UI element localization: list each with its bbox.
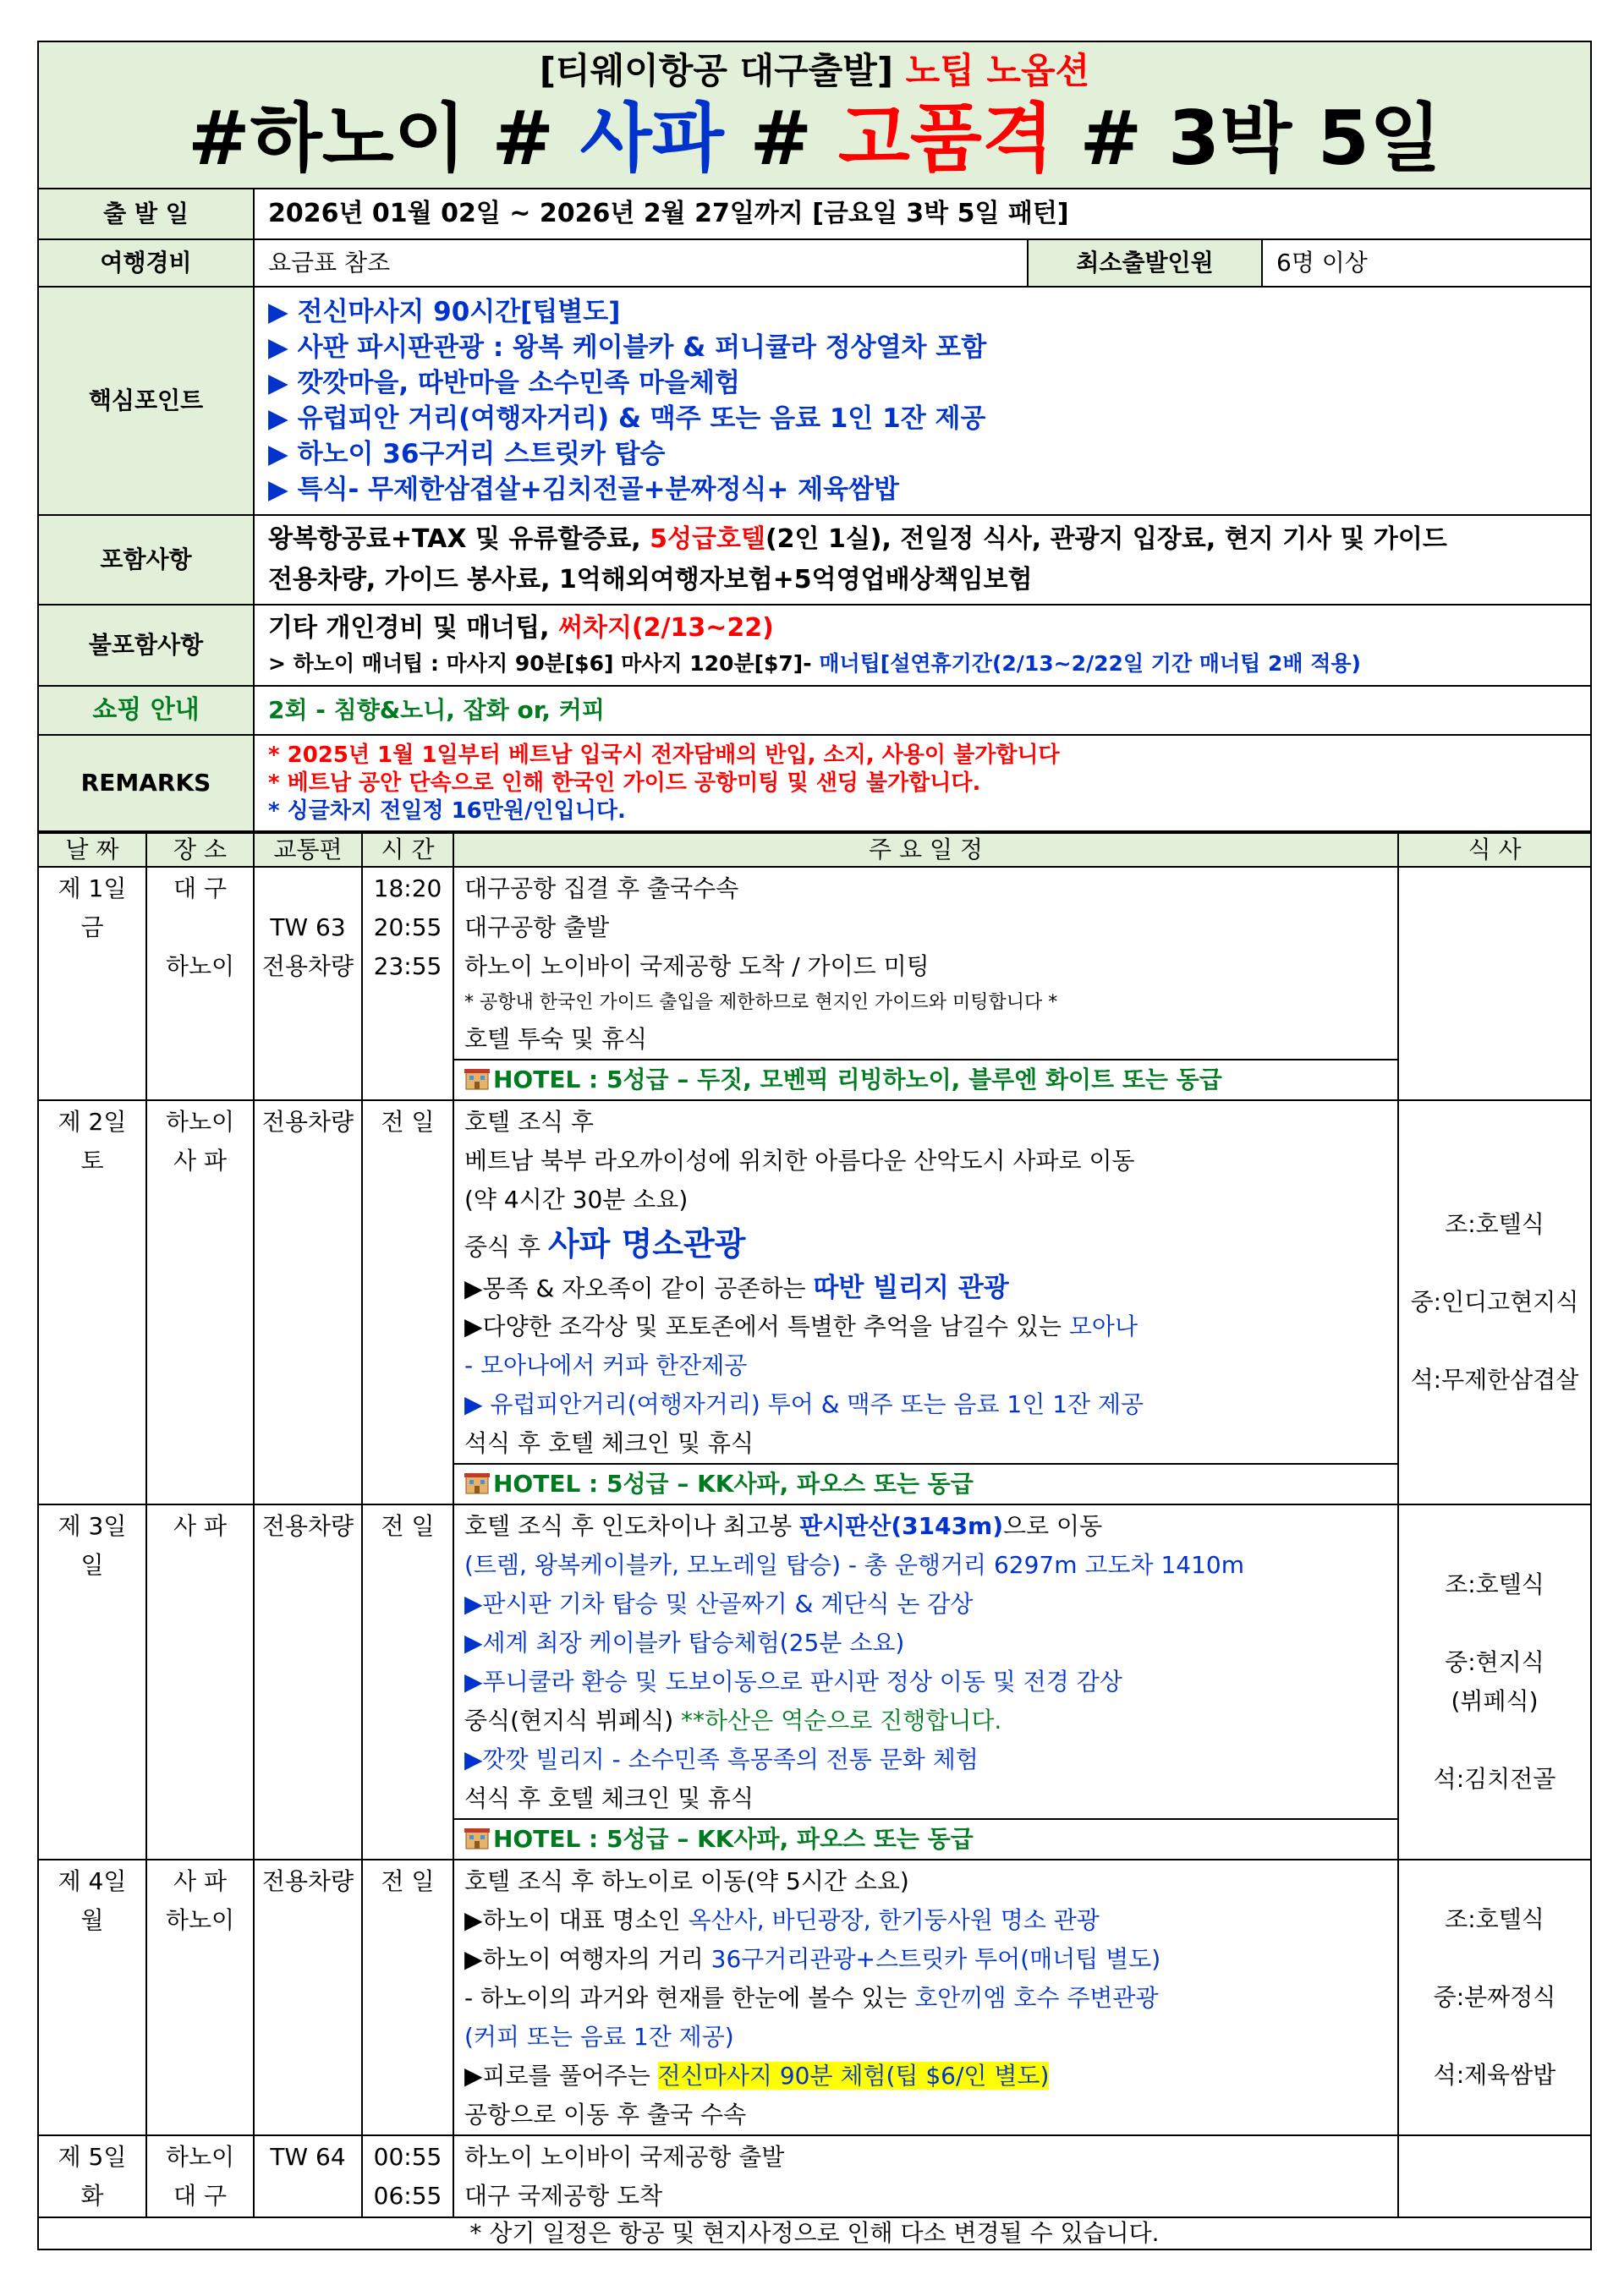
excluded-label: 불포함사항 xyxy=(38,605,254,686)
schedule-cell: 하노이 노이바이 국제공항 출발 대구 국제공항 도착 xyxy=(453,2135,1398,2217)
transport-cell: 전용차량 xyxy=(254,1504,362,1860)
transport-cell: 전용차량 xyxy=(254,1860,362,2135)
col-header-transport: 교통편 xyxy=(254,833,362,867)
hotel-icon xyxy=(464,1067,490,1091)
day-cell: 제 4일 월 xyxy=(38,1860,146,2135)
title-line-1: [티웨이항공 대구출발] 노팁 노옵션 xyxy=(539,50,1090,91)
place-cell: 하노이 대 구 xyxy=(146,2135,254,2217)
day-row xyxy=(38,1100,1591,1504)
time-cell: 전 일 xyxy=(362,1860,453,2135)
meal-cell: 조:호텔식 중:현지식 (뷔페식) 석:김치전골 xyxy=(1398,1504,1591,1860)
col-header-time: 시 간 xyxy=(362,833,453,867)
place-cell: 하노이 사 파 xyxy=(146,1100,254,1504)
remarks-label: REMARKS xyxy=(38,735,254,831)
col-header-schedule: 주 요 일 정 xyxy=(453,833,1398,867)
day-row xyxy=(38,1860,1591,2135)
remarks-list xyxy=(254,735,1591,831)
remark-item: * 2025년 1월 1일부터 베트남 입국시 전자담배의 반입, 소지, 사용이 불가합니다 xyxy=(268,742,1060,768)
place-cell: 사 파 xyxy=(146,1504,254,1860)
cost-label: 여행경비 xyxy=(38,239,254,287)
place-cell: 사 파 하노이 xyxy=(146,1860,254,2135)
transport-cell: 전용차량 xyxy=(254,1100,362,1504)
title-header xyxy=(38,41,1591,189)
remark-item: * 싱글차지 전일정 16만원/인입니다. xyxy=(268,797,626,824)
included-label: 포함사항 xyxy=(38,515,254,605)
hotel-info: HOTEL : 5성급 – KK사파, 파오스 또는 동급 xyxy=(454,1463,1397,1504)
hotel-info: HOTEL : 5성급 – KK사파, 파오스 또는 동급 xyxy=(454,1818,1397,1859)
schedule-cell: 호텔 조식 후 하노이로 이동(약 5시간 소요) ▶하노이 대표 명소인 옥산사, 바딘광장, 한기둥사원 명소 관광 ▶하노이 여행자의 거리 36구거리관광+스트릿카 투어(매너팁 별도) - 하노이의 과거와 현재를 한눈에 볼수 있는 호안끼엠 호수 주변관광 (커피 또는 음료 1잔 제공) ▶피로를 풀어주는 전신마사지 90분 체험(팁 $6/인 별도) 공항으로 이동 후 출국 수속 xyxy=(453,1860,1398,2135)
day-row xyxy=(38,867,1591,1100)
day-cell: 제 1일 금 xyxy=(38,867,146,1100)
meal-cell: 조:호텔식 중:인디고현지식 석:무제한삼겹살 xyxy=(1398,1100,1591,1504)
day-row xyxy=(38,2135,1591,2217)
shopping-label: 쇼핑 안내 xyxy=(38,686,254,735)
point-item: ▶ 특식- 무제한삼겹살+김치전골+분짜정식+ 제육쌈밥 xyxy=(268,474,899,505)
time-cell: 전 일 xyxy=(362,1504,453,1860)
footer-note: * 상기 일정은 항공 및 현지사정으로 인해 다소 변경될 수 있습니다. xyxy=(38,2217,1591,2249)
shopping-value: 2회 - 침향&노니, 잡화 or, 커피 xyxy=(254,686,1591,735)
time-cell: 18:20 20:55 23:55 xyxy=(362,867,453,1100)
day-cell: 제 5일 화 xyxy=(38,2135,146,2217)
info-table xyxy=(37,41,1592,832)
col-header-place: 장 소 xyxy=(146,833,254,867)
departure-value: 2026년 01월 02일 ~ 2026년 2월 27일까지 [금요일 3박 5일 패턴] xyxy=(254,189,1591,239)
included-value: 왕복항공료+TAX 및 유류할증료, 5성급호텔(2인 1실), 전일정 식사, 관광지 입장료, 현지 기사 및 가이드 전용차량, 가이드 봉사료, 1억해외여행자보험+5억영업배상책임보험 xyxy=(254,515,1591,605)
point-item: ▶ 전신마사지 90시간[팁별도] xyxy=(268,297,621,327)
schedule-cell: 대구공항 집결 후 출국수속 대구공항 출발 하노이 노이바이 국제공항 도착 / 가이드 미팅 * 공항내 한국인 가이드 출입을 제한하므로 현지인 가이드와 미팅합니다 * 호텔 투숙 및 휴식 HOTEL : 5성급 – 두짓, 모벤픽 리빙하노이, 블루엔 화이트 또는 동급 xyxy=(453,867,1398,1100)
hotel-icon xyxy=(464,1827,490,1850)
point-item: ▶ 깟깟마을, 따반마을 소수민족 마을체험 xyxy=(268,368,740,398)
meal-cell xyxy=(1398,2135,1591,2217)
place-cell: 대 구 하노이 xyxy=(146,867,254,1100)
remark-item: * 베트남 공안 단속으로 인해 한국인 가이드 공항미팅 및 샌딩 불가합니다. xyxy=(268,770,981,796)
transport-cell: TW 64 xyxy=(254,2135,362,2217)
col-header-meal: 식 사 xyxy=(1398,833,1591,867)
meal-cell: 조:호텔식 중:분짜정식 석:제육쌈밥 xyxy=(1398,1860,1591,2135)
day-cell: 제 2일 토 xyxy=(38,1100,146,1504)
itinerary-sheet xyxy=(37,41,1590,2250)
itinerary-table xyxy=(37,832,1592,2250)
time-cell: 00:55 06:55 xyxy=(362,2135,453,2217)
min-value: 6명 이상 xyxy=(1262,239,1591,287)
point-item: ▶ 사판 파시판관광 : 왕복 케이블카 & 퍼니큘라 정상열차 포함 xyxy=(268,332,987,363)
min-label: 최소출발인원 xyxy=(1028,239,1262,287)
point-item: ▶ 하노이 36구거리 스트릿카 탑승 xyxy=(268,439,666,469)
hotel-icon xyxy=(464,1471,490,1495)
hotel-info: HOTEL : 5성급 – 두짓, 모벤픽 리빙하노이, 블루엔 화이트 또는 동급 xyxy=(454,1059,1397,1099)
transport-cell: TW 63 전용차량 xyxy=(254,867,362,1100)
time-cell: 전 일 xyxy=(362,1100,453,1504)
schedule-cell: 호텔 조식 후 베트남 북부 라오까이성에 위치한 아름다운 산악도시 사파로 이동 (약 4시간 30분 소요) 중식 후 사파 명소관광 ▶몽족 & 자오족이 같이 공존하는 따반 빌리지 관광 ▶다양한 조각상 및 포토존에서 특별한 추억을 남길수 있는 모아나 - 모아나에서 커파 한잔제공 ▶ 유럽피안거리(여행자거리) 투어 & 맥주 또는 음료 1인 1잔 제공 석식 후 호텔 체크인 및 휴식 HOTEL : 5성급 – KK사파, 파오스 또는 동급 xyxy=(453,1100,1398,1504)
points-label: 핵심포인트 xyxy=(38,287,254,515)
point-item: ▶ 유럽피안 거리(여행자거리) & 맥주 또는 음료 1인 1잔 제공 xyxy=(268,403,986,434)
cost-value: 요금표 참조 xyxy=(254,239,1028,287)
day-cell: 제 3일 일 xyxy=(38,1504,146,1860)
day-row xyxy=(38,1504,1591,1860)
meal-cell xyxy=(1398,867,1591,1100)
schedule-cell: 호텔 조식 후 인도차이나 최고봉 판시판산(3143m)으로 이동 (트렘, 왕복케이블카, 모노레일 탑승) - 총 운행거리 6297m 고도차 1410m ▶판시판 기차 탑승 및 산골짜기 & 계단식 논 감상 ▶세계 최장 케이블카 탑승체험(25분 소요) ▶푸니쿨라 환승 및 도보이동으로 판시판 정상 이동 및 전경 감상 중식(현지식 뷔페식) **하산은 역순으로 진행합니다. ▶깟깟 빌리지 - 소수민족 흑몽족의 전통 문화 체험 석식 후 호텔 체크인 및 휴식 HOTEL : 5성급 – KK사파, 파오스 또는 동급 xyxy=(453,1504,1398,1860)
departure-label: 출 발 일 xyxy=(38,189,254,239)
excluded-value: 기타 개인경비 및 매너팁, 써차지(2/13~22) > 하노이 매너팁 : 마사지 90분[$6] 마사지 120분[$7]- 매너팁[설연휴기간(2/13~2/22일 기간 매너팁 2배 적용) xyxy=(254,605,1591,686)
title-line-2: #하노이 # 사파 # 고품격 # 3박 5일 xyxy=(188,95,1441,182)
col-header-date: 날 짜 xyxy=(38,833,146,867)
key-points xyxy=(254,287,1591,515)
